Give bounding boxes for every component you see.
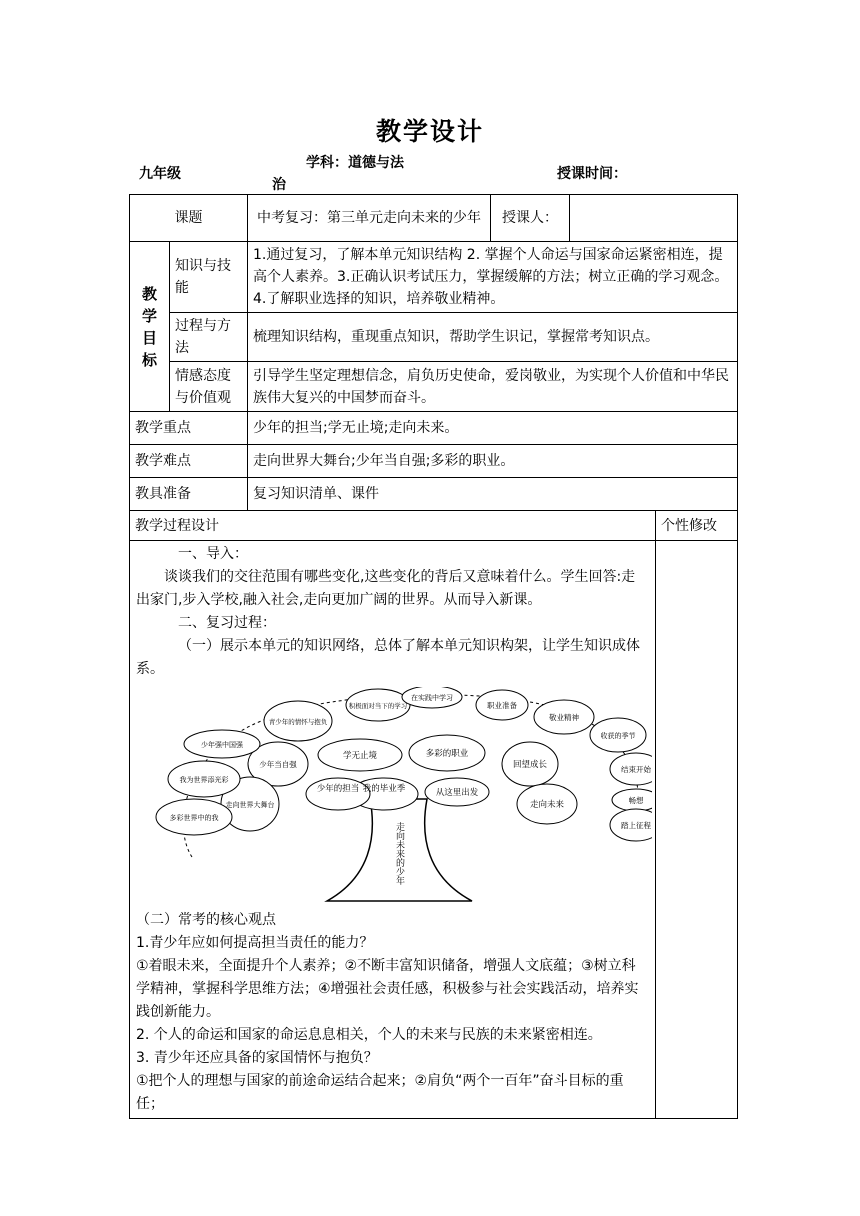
topic-label: 课题 <box>130 195 248 242</box>
oval-self-strengthen-text: 少年当自强 <box>259 760 297 769</box>
teacher-label: 授课人： <box>491 195 570 242</box>
oval-look-back-text: 回望成长 <box>512 760 548 770</box>
oval-responsibility <box>306 778 370 810</box>
cloud-practice-text: 在实践中学习 <box>411 694 453 702</box>
cloud-dedication-text: 敬业精神 <box>549 713 579 722</box>
teacher-value <box>570 195 738 242</box>
class-time-label: 授课时间： <box>557 166 627 182</box>
key-points-value: 少年的担当;学无止境;走向未来。 <box>248 412 738 445</box>
teaching-goals-char: 教 <box>141 284 157 303</box>
key-points-label: 教学重点 <box>130 412 248 445</box>
personal-edit-label: 个性修改 <box>656 511 738 541</box>
intro-heading: 一、导入： <box>178 546 248 562</box>
goal-emotion-text: 引导学生坚定理想信念，肩负历史使命，爱岗敬业，为实现个人价值和中华民族伟大复兴的中国梦而奋斗。 <box>248 362 738 412</box>
goal-knowledge-label: 知识与技能 <box>170 242 248 313</box>
difficulties-label: 教学难点 <box>130 445 248 478</box>
cloud-career-prep-text: 职业准备 <box>487 701 517 710</box>
cloud-world-glory-text: 我为世界添光彩 <box>179 776 229 784</box>
cloud-present-study-text: 积极面对当下的学习 <box>348 702 408 710</box>
review-sub1: （一）展示本单元的知识网络，总体了解本单元知识构架，让学生知识成体系。 <box>136 638 640 677</box>
question-3: 3. 青少年还应具备的家国情怀与抱负？ <box>136 1050 378 1066</box>
personal-edit-cell <box>656 541 738 1119</box>
question-2: 2. 个人的命运和国家的命运息息相关，个人的未来与民族的未来紧密相连。 <box>136 1027 602 1043</box>
oval-endless-learning-text: 学无止境 <box>342 751 378 761</box>
teaching-goals-label <box>130 242 170 412</box>
lesson-plan-table <box>129 194 738 1119</box>
process-design-label: 教学过程设计 <box>130 511 656 541</box>
process-content <box>130 541 656 1119</box>
subject-label-line1: 学科：道德与法 <box>306 155 404 171</box>
subject-label-line2: 治 <box>272 177 286 193</box>
teaching-goals-char: 标 <box>141 350 157 369</box>
topic-value: 中考复习：第三单元走向未来的少年 <box>248 195 491 242</box>
cloud-ambition-text: 青少年的情怀与抱负 <box>268 718 328 726</box>
cloud-imagine-text: 畅想 <box>628 796 644 805</box>
oval-start-here-text: 从这里出发 <box>435 788 479 798</box>
difficulties-value: 走向世界大舞台;少年当自强;多彩的职业。 <box>248 445 738 478</box>
answer-1: ①着眼未来，全面提升个人素养；②不断丰富知识储备，增强人文底蕴；③树立科学精神，掌握科学思维方法；④增强社会责任感，积极参与社会实践活动，培养实践创新能力。 <box>136 958 639 1020</box>
cloud-strong-youth-text: 少年强中国强 <box>201 741 243 749</box>
oval-careers-text: 多彩的职业 <box>425 749 469 759</box>
review-sub2: （二）常考的核心观点 <box>136 912 276 928</box>
cloud-harvest-text: 收获的季节 <box>600 732 636 740</box>
oval-graduation-text: 我的毕业季 <box>362 784 406 794</box>
goal-process-label: 过程与方法 <box>170 313 248 362</box>
goal-process-text: 梳理知识结构，重现重点知识，帮助学生识记，掌握常考知识点。 <box>248 313 738 362</box>
teaching-goals-char: 目 <box>141 328 157 347</box>
oval-world-stage-text: 走向世界大舞台 <box>225 801 275 809</box>
oval-future-text: 走向未来 <box>529 800 565 810</box>
question-1: 1.青少年应如何提高担当责任的能力？ <box>136 935 374 951</box>
trunk-label: 走向未来的少年 <box>394 822 404 885</box>
oval-responsibility-text: 少年的担当 <box>316 784 360 794</box>
cloud-end-start-text: 结束开始 <box>621 765 651 774</box>
goal-knowledge-text: 1.通过复习，了解本单元知识结构 2. 掌握个人命运与国家命运紧密相连，提高个人素养。3.正确认识考试压力，掌握缓解的方法；树立正确的学习观念。4.了解职业选择的知识，培养敬业精神。 <box>248 242 738 313</box>
knowledge-tree-diagram <box>152 687 652 905</box>
cloud-world-me-text: 多彩世界中的我 <box>169 814 219 822</box>
grade-label: 九年级 <box>139 166 181 182</box>
answer-3: ①把个人的理想与国家的前途命运结合起来；②肩负“两个一百年”奋斗目标的重任； <box>136 1073 624 1112</box>
intro-text: 谈谈我们的交往范围有哪些变化,这些变化的背后又意味着什么。学生回答:走出家门,步入学校,融入社会,走向更加广阔的世界。从而导入新课。 <box>136 569 636 608</box>
review-heading: 二、复习过程： <box>178 615 276 631</box>
materials-label: 教具准备 <box>130 478 248 511</box>
document-title: 教学设计 <box>375 117 484 146</box>
materials-value: 复习知识清单、课件 <box>248 478 738 511</box>
teaching-goals-char: 学 <box>141 306 157 325</box>
goal-emotion-label: 情感态度与价值观 <box>170 362 248 412</box>
cloud-journey-text: 踏上征程 <box>621 821 651 830</box>
